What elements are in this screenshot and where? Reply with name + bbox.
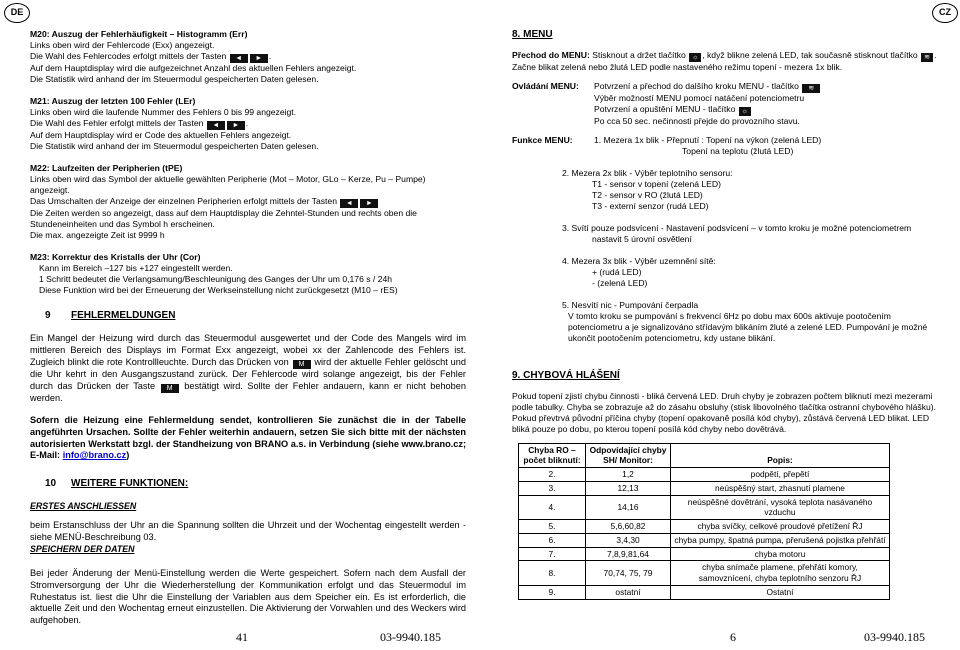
menu-entry-text: . Začne blikat zelená nebo žlutá LED podle nastaveného režimu topení - mezera 1x blik. [512,49,937,72]
menu-function-2c: T3 - externí senzor (rudá LED) [592,200,709,211]
arrow-left-icon: ◄ [340,199,358,208]
heading-number: 10 [45,478,57,490]
menu-entry-paragraph [512,50,942,73]
arrow-right-icon: ► [227,121,245,130]
document-number: 03-9940.185 [380,630,441,644]
heat-icon: ≋ [921,53,933,62]
table-row [519,561,890,586]
m20-line: Links oben wird der Fehlercode (Exx) angezeigt. [30,40,215,50]
column-cz [512,29,942,600]
menu-entry-label: Přechod do MENU: [512,49,590,60]
table-row [519,468,890,482]
column-header-description: Popis: [671,443,890,468]
m21-line: Die Wahl des Fehler erfolgt mittels der Tasten ◄ ► . [30,118,249,129]
m20-line: Auf dem Hauptdisplay wird die aufgezeichnet Anzahl des aktuellen Fehlers angezeigt. [30,63,357,73]
cell-codes: ostatní [586,585,671,599]
fehler-text: wird der aktuelle Fehler gelöscht und die Uhr kehrt in den Ausgangszustand zurück. Der Fehlercode wird solange angezeigt, bis der Fehler durch das Drücken der Taste [30,356,466,391]
heading-text: WEITERE FUNKTIONEN: [71,478,189,490]
m23-line: 1 Schritt bedeutet die Verlangsamung/Beschleunigung des Ganges der Uhr um 0,176 s / 24h [39,274,393,284]
page-number: 6 [730,630,736,644]
table-row [519,547,890,561]
m21-title: M21: Auszug der letzten 100 Fehler (LEr) [30,96,196,106]
m20-line: Die Statistik wird anhand der im Steuermodul gespeicherten Daten gelesen. [30,74,319,84]
error-table-header [519,443,890,468]
cell-description: chyba svíčky, celkové proudové přetížení ŘJ [671,520,890,534]
cell-description: chyba pumpy, špatná pumpa, přerušená pojistka přehřátí [671,533,890,547]
menu-control-label: Ovládání MENU: [512,80,579,91]
section-m21 [30,96,466,152]
m22-text: Das Umschalten der Anzeige der einzelnen Peripherien erfolgt mittels der Tasten [30,196,337,206]
m22-line: Die Zeiten werden so angezeigt, dass auf dem Hauptdisplay die Zehntel-Stunden und rechts oben die Stundeneinheiten und das Symbol h erscheinen. [30,208,417,229]
menu-control-lines [594,81,821,127]
column-header-blinks: Chyba RO – počet bliknutí: [519,443,586,468]
anschliessen-paragraph: beim Erstanschluss der Uhr an die Spannung sollten die Uhrzeit und der Wochentag eingestellt werden - siehe MENÜ-Beschreibung 03. [30,520,466,543]
fehler-paragraph [30,333,466,405]
arrow-left-icon: ◄ [207,121,225,130]
table-row [519,585,890,599]
arrow-right-icon: ► [250,54,268,63]
heading-number: 9 [45,310,51,321]
subheading-speichern: SPEICHERN DER DATEN [30,544,135,555]
cell-blinks: 6. [519,533,586,547]
section-m23 [30,252,466,296]
cell-blinks: 8. [519,561,586,586]
speichern-paragraph: Bei jeder Änderung der Menü-Einstellung werden die Werte gespeichert. Sofern nach dem Ausfall der Stromversorgung der Uhr die Wiederherstellung der Kommunikation erfolgt und das Steuermodul im Ruhestatus ist. liest die Uhr die Einstellung der Variablen aus dem Speicher ein. Es ist erforderlich, die aktuelle Zeit und den Wochentag erneut einzustellen. Die Aktivierung der Vorwahlen und des Weckers wird aufgehoben. [30,567,466,626]
menu-entry-text: Stisknout a držet tlačítko [592,49,686,60]
cell-description: chyba motoru [671,547,890,561]
table-row [519,495,890,520]
heading-text: FEHLERMELDUNGEN [71,310,176,321]
sun-icon: ☼ [689,53,701,62]
m22-line: Links oben wird das Symbol der aktuelle gewählten Peripherie (Mot – Motor, GLo – Kerze, Pu – Pumpe) angezeigt. [30,174,426,195]
cell-codes: 1,2 [586,468,671,482]
menu-function-1b: Topení na teplotu (žlutá LED) [682,145,794,156]
menu-function-4a: + (rudá LED) [592,266,642,277]
menu-control-text: Potvrzení a přechod do dalšího kroku MENU - tlačítko [594,80,799,91]
cell-codes: 14,16 [586,495,671,520]
section-m22 [30,163,466,241]
cell-codes: 7,8,9,81,64 [586,547,671,561]
contact-text: ) [126,450,130,461]
page-number: 41 [236,630,248,644]
table-row [519,520,890,534]
menu-function-4: 4. Mezera 3x blik - Výběr uzemnění sítě: [562,255,716,266]
cell-description: chyba snímače plamene, přehřátí komory, samovznícení, chyba teplotního senzoru ŘJ [671,561,890,586]
cell-codes: 70,74, 75, 79 [586,561,671,586]
cell-blinks: 9. [519,585,586,599]
m23-line: Kann im Bereich –127 bis +127 eingestellt werden. [39,263,233,273]
sun-icon: ☼ [739,107,751,116]
heat-icon: ≋ [802,84,820,93]
cell-blinks: 3. [519,481,586,495]
menu-key-icon: M [161,384,179,393]
language-badge-cz: CZ [932,3,958,23]
heading-fehlermeldungen [30,310,466,323]
menu-control-text: Potvrzení a opuštění MENU - tlačítko [594,103,736,114]
menu-control-line [594,81,821,93]
cell-blinks: 7. [519,547,586,561]
menu-function-label: Funkce MENU: [512,134,573,145]
cell-description: neúspěšné dovětrání, vysoká teplota nasávaného vzduchu [671,495,890,520]
menu-control-line: Po cca 50 sec. nečinnosti přejde do provozního stavu. [594,115,800,126]
menu-entry-text: , když blikne zelená LED, tak současně stisknout tlačítko [702,49,918,60]
cell-blinks: 2. [519,468,586,482]
column-de [30,29,466,627]
menu-control-line [594,104,821,116]
error-table-body [519,468,890,600]
column-header-codes: Odpovídající chyby SH/ Monitor: [586,443,671,468]
m23-line: Diese Funktion wird bei der Erneuerung der Werkseinstellung nicht zurückgesetzt (M10 – rES) [39,285,398,295]
m23-title: M23: Korrektur des Kristalls der Uhr (Cor) [30,252,201,262]
email-link[interactable]: info@brano.cz [62,450,127,461]
cell-blinks: 5. [519,520,586,534]
menu-key-icon: M [293,360,311,369]
cell-description: Ostatní [671,585,890,599]
heading-menu: 8. MENU [512,29,553,40]
menu-function-5: 5. Nesvítí nic - Pumpování čerpadla [562,299,699,310]
menu-function-4b: - (zelená LED) [592,277,648,288]
m20-line: Die Wahl des Fehlercodes erfolgt mittels der Tasten ◄ ► . [30,51,272,62]
menu-function-3: 3. Svítí pouze podsvícení - Nastavení podsvícení – v tomto kroku je možné potenciometrem [562,222,912,233]
section-m20 [30,29,466,85]
cell-description: neúspěšný start, zhasnutí plamene [671,481,890,495]
fehler-text: bestätigt wird. Sollte der Fehler andauern, kann er nicht behoben werden. [30,380,466,403]
m20-title: M20: Auszug der Fehlerhäufigkeit – Histogramm (Err) [30,29,248,39]
arrow-left-icon: ◄ [230,54,248,63]
cell-codes: 5,6,60,82 [586,520,671,534]
menu-function-2b: T2 - sensor v RO (žlutá LED) [592,189,703,200]
heading-chybova-hlaseni: 9. CHYBOVÁ HLÁŠENÍ [512,369,620,381]
error-paragraph: Pokud topení zjistí chybu činnosti - bliká červená LED. Druh chyby je zobrazen počtem bliknutí mezi mezerami podle tabulky. Chyba se zobrazuje až do zásahu obsluhy (stisk libovolného tlačítka ostranní chybového hlášku). Pokud převtrvá původní příčina chyby (topení opakovaně posílá kód chyby), zůstává červená LED blikat. LED bliká pouze po dobu, po kterou topení posílá kód chyby nebo dovětrává. [512,390,937,434]
table-row [519,533,890,547]
m22-line [30,196,466,208]
page-cz [480,0,960,650]
m21-text: Die Wahl des Fehler erfolgt mittels der Tasten [30,118,204,128]
m22-line: Die max. angezeigte Zeit ist 9999 h [30,230,165,240]
menu-function-3b: nastavit 5 úrovní osvětlení [592,233,692,244]
language-badge-de: DE [4,3,30,23]
m21-line: Auf dem Hauptdisplay wird er Code des aktuellen Fehlers angezeigt. [30,130,292,140]
m21-line: Die Statistik wird anhand der im Steuermodul gespeicherten Daten gelesen. [30,141,319,151]
menu-control-line: Výběr možností MENU pomocí natáčení potenciometru [594,92,805,103]
cell-codes: 3,4,30 [586,533,671,547]
cell-codes: 12,13 [586,481,671,495]
table-row [519,481,890,495]
error-table [518,443,890,600]
m22-title: M22: Laufzeiten der Peripherien (tPE) [30,163,183,173]
menu-function-1: 1. Mezera 1x blik - Přepnutí : Topení na výkon (zelená LED) [594,134,822,145]
subheading-erstes-anschliessen: ERSTES ANSCHLIESSEN [30,501,137,512]
menu-function-5b: V tomto kroku se pumpování s frekvencí 6Hz po dobu max 600s aktivuje pootočením potenciometru a je signalizováno střídavým blikáním žluté a zelené LED. Pumpování je možné ukončit pootočením potenciometru, kdy ustane blikání. [568,310,928,343]
cell-blinks: 4. [519,495,586,520]
fehler-contact-paragraph [30,415,466,463]
m21-line: Links oben wird die laufende Nummer des Fehlers 0 bis 99 angezeigt. [30,107,297,117]
contact-text: Sofern die Heizung eine Fehlermeldung sendet, kontrollieren Sie zunächst die in der Tabelle angeführten Ursachen. Sollte der Fehler weiterhin andauern, setzen Sie sich bitte mit der nächsten autorisierten Werkstatt bzgl. der Standheizung von BRANO a.s. in Verbindung (siehe www.brano.cz; E-Mail: [30,414,466,461]
heading-weitere-funktionen [30,478,466,491]
cell-description: podpětí, přepětí [671,468,890,482]
document-number: 03-9940.185 [864,630,925,644]
menu-function-row [512,135,942,146]
m20-text: Die Wahl des Fehlercodes erfolgt mittels der Tasten [30,51,227,61]
menu-function-2: 2. Mezera 2x blik - Výběr teplotního sensoru: [562,167,733,178]
menu-control-row [512,81,942,127]
fehler-text: Ein Mangel der Heizung wird durch das Steuermodul ausgewertet und der Code des Mangels wird im mittleren Bereich des Displays im Format Exx angezeigt, wobei xx der Zahlencode des Fehlers ist. Zugleich blinkt die rote Kontrollleuchte. Durch das Drücken von [30,332,466,367]
arrow-right-icon: ► [360,199,378,208]
menu-function-2a: T1 - sensor v topení (zelená LED) [592,178,721,189]
